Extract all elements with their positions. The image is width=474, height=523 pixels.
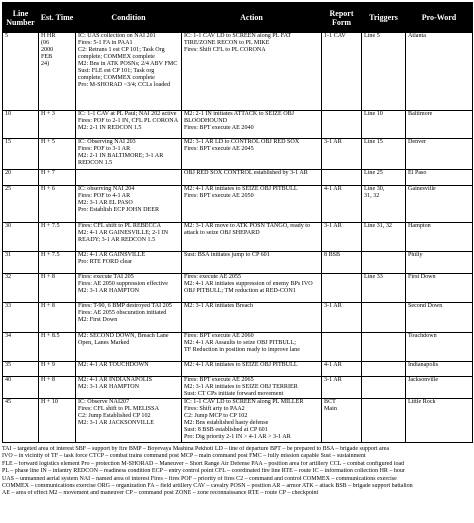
header-report-form: Report Form	[322, 3, 362, 33]
cell-pro-word: Philly	[406, 252, 473, 274]
legend-line: TAI – targeted area of interest SBF – support by fire BMP – Boyevaya Mashina Pekhoti LD – line of departure BPT – be prepared to BSA – brigade support area	[2, 446, 389, 452]
header-pro-word: Pro-Word	[406, 3, 473, 33]
synchronization-matrix	[2, 2, 473, 443]
document	[2, 2, 472, 498]
cell-condition: IC: UAS collection on NAI 201 Fires: 5-1 FA in PAA1 C2: Retrans 1 est CP 101; Task Org complete; COMMEX complete M2: Bns in ATK POSNs; 2/4 ABV FMC Sust: FLE est CP 101; Task org complete; COMMEX complete Pro: M-SHORAD ~3/4; CCLs loaded	[76, 33, 182, 111]
legend-line: FLE – forward logistics element Pro – protection M-SHORAD – Maneuver – Short Range Air Defense PAA – position area for artillery CCL – combat configured load	[2, 460, 405, 467]
cell-report-form: 3-1 AR	[322, 223, 362, 252]
cell-condition: Fires: CFL shift to PL REBECCA M2: 4-1 AR GAINESVILLE; 2-1 IN READY; 3-1 AR REDCON 1.5	[76, 223, 182, 252]
cell-action: Sust: BSA initiates jump to CP 601	[182, 252, 322, 274]
cell-triggers	[362, 399, 406, 443]
cell-line-number: 33	[3, 303, 39, 333]
cell-condition: Fires: execute TAI 205 Fires: AE 2050 suppression effective M2: 3-1 AR HAMPTON	[76, 274, 182, 303]
cell-action: IC: 1-1 CAV LD to SCREEN along PL FAT TIRE/ZONE RECON to PL MIKE Fires: Shift CFL to PL CORONA	[182, 33, 322, 111]
cell-line-number: 15	[3, 139, 39, 170]
cell-action: Fires: BPT execute AE 2060 M2: 4-1 AR Assaults to seize OBJ PITBULL; TF Reduction in position ready to improve lane	[182, 333, 322, 362]
cell-pro-word: Little Rock	[406, 399, 473, 443]
cell-pro-word: Second Down	[406, 303, 473, 333]
cell-pro-word: Jacksonville	[406, 377, 473, 399]
cell-pro-word: Touchdown	[406, 333, 473, 362]
cell-pro-word: Baltimore	[406, 111, 473, 139]
cell-report-form: 3-1 AR	[322, 377, 362, 399]
header-est-time: Est. Time	[39, 3, 76, 33]
cell-est-time: H HR (06 2000 FEB 24)	[39, 33, 76, 111]
table-row	[3, 223, 473, 252]
cell-action: M2: 3-1 AR LD to CONTROL OBJ RED SOX Fires: BPT execute AE 2045	[182, 139, 322, 170]
cell-triggers: Line 31, 32	[362, 223, 406, 252]
cell-triggers	[362, 377, 406, 399]
cell-action: M2: 3-1 AR move to ATK POSN TANGO, ready to attack to seize OBJ SHEPARD	[182, 223, 322, 252]
cell-triggers	[362, 362, 406, 377]
cell-triggers: Line 5	[362, 33, 406, 111]
cell-est-time: H + 8	[39, 274, 76, 303]
legend-line: COMMEX – communications exercise ORG – organization FA – field artillery CAV – cavalry POSN – position AR – armor ATK – attack BSB – brigade support battalion	[2, 483, 413, 490]
cell-est-time: H + 3	[39, 111, 76, 139]
table-row	[3, 33, 473, 111]
cell-action: OBJ RED SOX CONTROL established by 3-1 AR	[182, 170, 322, 186]
cell-line-number: 20	[3, 170, 39, 186]
header-triggers: Triggers	[362, 3, 406, 33]
cell-est-time: H + 5	[39, 139, 76, 170]
header-condition: Condition	[76, 3, 182, 33]
cell-est-time: H + 8	[39, 377, 76, 399]
table-row	[3, 333, 473, 362]
cell-condition: IC: Observing NAI 203 Fires: POF to 3-1 AR M2: 2-1 IN BALTIMORE; 3-1 AR REDCON 1.5	[76, 139, 182, 170]
cell-est-time: H + 10	[39, 399, 76, 443]
cell-condition: M2: 4-1 AR TOUCHDOWN	[76, 362, 182, 377]
table-row	[3, 274, 473, 303]
cell-pro-word: Denver	[406, 139, 473, 170]
cell-line-number: 34	[3, 333, 39, 362]
cell-triggers	[362, 303, 406, 333]
cell-report-form: 4-1 AR	[322, 362, 362, 377]
cell-report-form	[322, 170, 362, 186]
legend-line: PL – phase line IN – infantry REDCON – readiness condition ECP – entry control point CFL – coordinated fire line RTE – route IC – information collection HR – hour	[2, 468, 405, 475]
cell-report-form: 3-1 AR	[322, 139, 362, 170]
table-row	[3, 362, 473, 377]
cell-line-number: 30	[3, 223, 39, 252]
cell-triggers: Line 10	[362, 111, 406, 139]
cell-est-time: H + 9	[39, 362, 76, 377]
cell-condition: M2: SECOND DOWN, Breach Lane Open, Lanes Marked	[76, 333, 182, 362]
cell-pro-word: El Paso	[406, 170, 473, 186]
cell-pro-word: Atlanta	[406, 33, 473, 111]
cell-report-form: 3-1 AR	[322, 303, 362, 333]
cell-line-number: 32	[3, 274, 39, 303]
legend-line: IVO – in vicinity of TF – task force CTCP – combat trains command post MCP – main command post FMC – fully mission capable Sust – sustainment	[2, 453, 366, 460]
cell-condition: Fires: T-90, 6 BMP destroyed TAI 205 Fires: AE 2055 obscuration initiated M2: First Down	[76, 303, 182, 333]
cell-report-form: 8 BSB	[322, 252, 362, 274]
cell-line-number: 35	[3, 362, 39, 377]
cell-triggers: Line 33	[362, 274, 406, 303]
cell-line-number: 31	[3, 252, 39, 274]
cell-action: M2: 3-1 AR initiates Breach	[182, 303, 322, 333]
cell-line-number: 25	[3, 186, 39, 223]
cell-condition	[76, 170, 182, 186]
header-row	[3, 3, 473, 33]
cell-report-form: 4-1 AR	[322, 186, 362, 223]
cell-action: Fires: execute AE 2055 M2: 4-1 AR initiates suppression of enemy BPs IVO OBJ PITBULL; TM reduction at RED-CON1	[182, 274, 322, 303]
cell-condition: M2: 4-1 AR INDIANAPOLIS M2: 3-1 AR HAMPTON	[76, 377, 182, 399]
cell-action: M2: 2-1 IN initiates ATTACK to SEIZE OBJ BLOODHOUND Fires: BPT execute AE 2040	[182, 111, 322, 139]
cell-triggers: Line 25	[362, 170, 406, 186]
cell-report-form	[322, 274, 362, 303]
table-row	[3, 252, 473, 274]
cell-line-number: 5	[3, 33, 39, 111]
cell-report-form	[322, 333, 362, 362]
table-row	[3, 186, 473, 223]
cell-action: M2: 4-1 AR initiates to SEIZE OBJ PITBULL	[182, 362, 322, 377]
table-row	[3, 139, 473, 170]
legend-line: AE – area of effect M2 – movement and maneuver CP – command post ZONE – zone reconnaissance RTE – route CP – checkpoint	[2, 490, 319, 497]
cell-triggers: Line 15	[362, 139, 406, 170]
cell-condition: IC: observing NAI 204 Fires: POF to 4-1 AR M2: 3-1 AR EL PASO Pro: Establish ECP JOHN DEER	[76, 186, 182, 223]
legend-line: UAS – unmanned aerial system NAI – named area of interest Fires – fires POF – priority of fires C2 – command and control COMMEX – communications exercise	[2, 475, 397, 482]
cell-pro-word: Hampton	[406, 223, 473, 252]
cell-est-time: H + 6	[39, 186, 76, 223]
cell-est-time: H + 7	[39, 170, 76, 186]
table-row	[3, 399, 473, 443]
cell-est-time: H + 8.5	[39, 333, 76, 362]
cell-report-form: BCT Main	[322, 399, 362, 443]
header-action: Action	[182, 3, 322, 33]
cell-report-form	[322, 111, 362, 139]
table-row	[3, 377, 473, 399]
cell-est-time: H + 7.5	[39, 223, 76, 252]
cell-action: M2: 4-1 AR initiates to SEIZE OBJ PITBULL Fires: BPT execute AE 2050	[182, 186, 322, 223]
cell-pro-word: First Down	[406, 274, 473, 303]
table-row	[3, 303, 473, 333]
cell-triggers: Line 30, 31, 32	[362, 186, 406, 223]
table-row	[3, 111, 473, 139]
cell-triggers	[362, 333, 406, 362]
cell-line-number: 40	[3, 377, 39, 399]
cell-report-form: 1-1 CAV	[322, 33, 362, 111]
cell-line-number: 45	[3, 399, 39, 443]
cell-condition: M2: 4-1 AR GAINSVILLE Pro: RTE FORD clear	[76, 252, 182, 274]
cell-condition: IC: Observe NAI207 Fires: CFL shift to PL MELISSA C2: Jump Established CP 102 M2: 3-1 AR JACKSONVILLE	[76, 399, 182, 443]
cell-pro-word: Gainesville	[406, 186, 473, 223]
abbreviation-legend	[2, 446, 472, 498]
cell-condition: IC: 1-1 CAV at PL Paul; NAI 202 active Fires: POF to 2-1 IN, CFL PL CORONA M2: 2-1 IN REDCON 1.5	[76, 111, 182, 139]
cell-line-number: 10	[3, 111, 39, 139]
cell-est-time: H + 8	[39, 303, 76, 333]
header-line-number: Line Number	[3, 3, 39, 33]
table-row	[3, 170, 473, 186]
cell-action: IC: 1-1 CAV LD to SCREEN along PL MILLER Fires: Shift arty to PAA2 C2: Jump MCP to CP 102 M2: Bns established hasty defense Sust: 8 BSB established at CP 601 Pro: Dig priority 2-1 IN > 4-1 AR > 3-1 AR	[182, 399, 322, 443]
cell-action: Fires: BPT execute AE 2065 M2: 3-1 AR initiates to SEIZE OBJ TERRIER Sust: CT CPs initiate forward movement	[182, 377, 322, 399]
cell-pro-word: Indianapolis	[406, 362, 473, 377]
cell-est-time: H + 7.5	[39, 252, 76, 274]
cell-triggers	[362, 252, 406, 274]
